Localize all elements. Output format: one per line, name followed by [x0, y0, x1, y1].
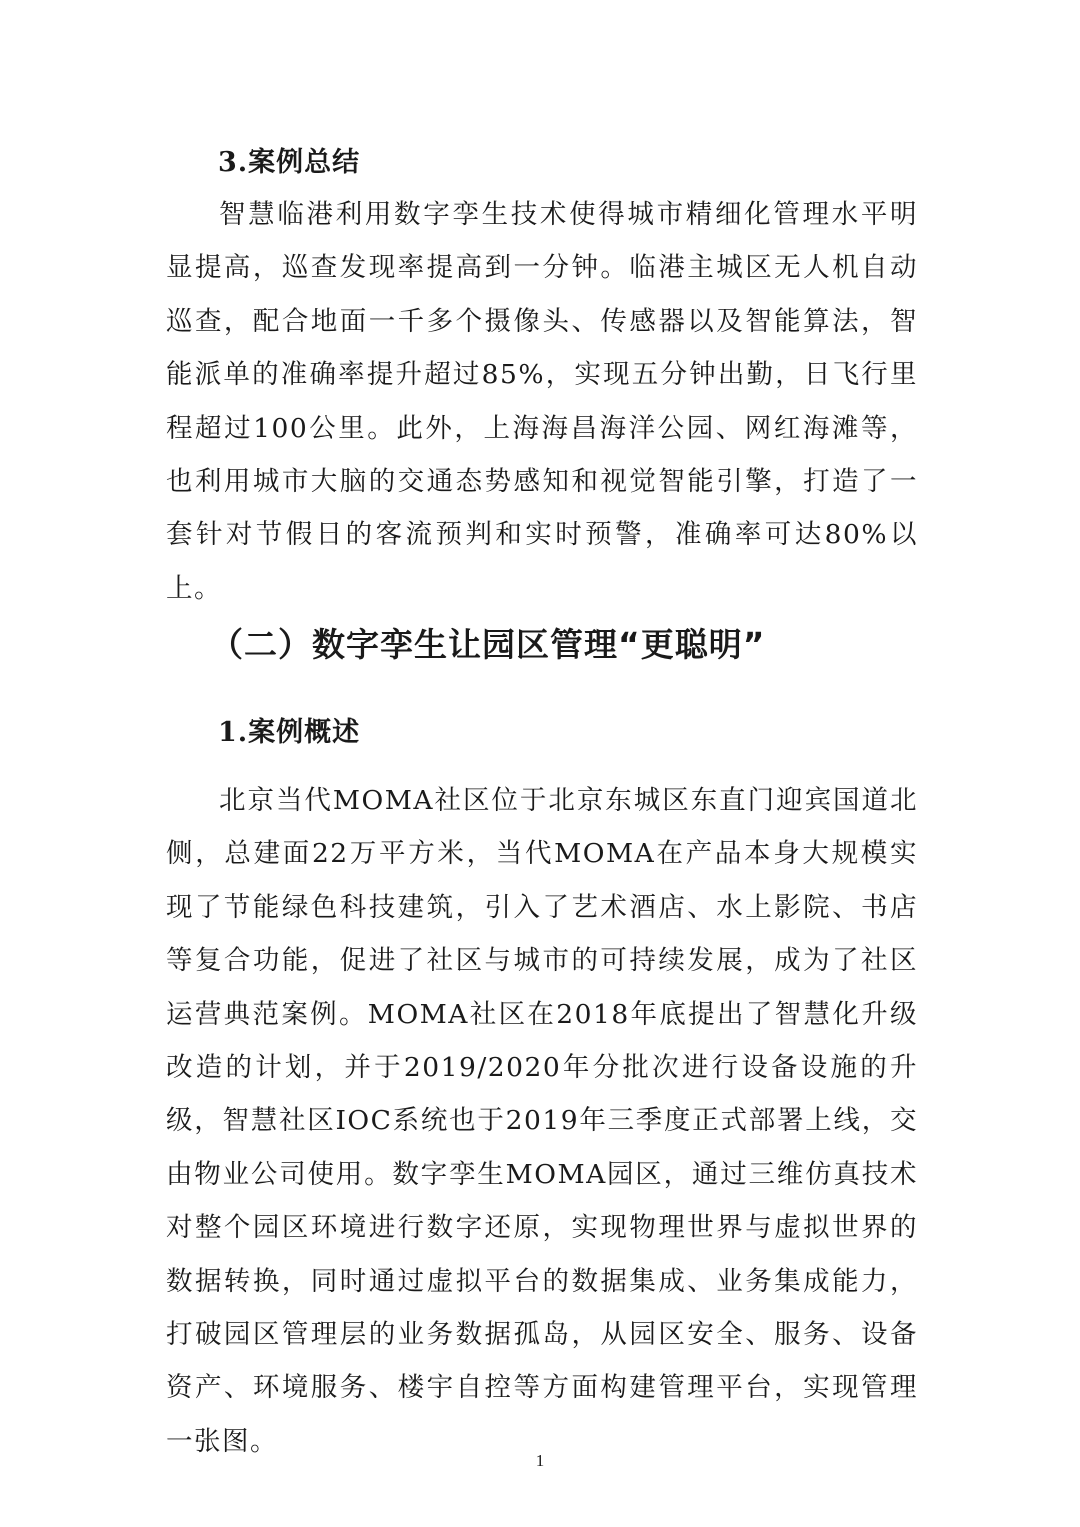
section-heading-case-overview: 1.案例概述 — [218, 717, 361, 748]
chapter-heading-park-management: （二）数字孪生让园区管理“更聪明” — [210, 625, 766, 664]
page-number: 1 — [535, 1451, 545, 1470]
paragraph-case-summary: 智慧临港利用数字孪生技术使得城市精细化管理水平明显提高，巡查发现率提高到一分钟。临港主城区无人机自动巡查，配合地面一千多个摄像头、传感器以及智能算法，智能派单的准确率提升超过85%，实现五分钟出勤，日飞行里程超过100公里。此外，上海海昌海洋公园、网红海滩等，也利用城市大脑的交通态势感知和视觉智能引擎，打造了一套针对节假日的客流预判和实时预警，准确率可达80%以上。 — [166, 199, 918, 604]
section-heading-case-summary: 3.案例总结 — [218, 147, 361, 178]
paragraph-case-overview: 北京当代MOMA社区位于北京东城区东直门迎宾国道北侧，总建面22万平方米，当代MOMA在产品本身大规模实现了节能绿色科技建筑，引入了艺术酒店、水上影院、书店等复合功能，促进了社区与城市的可持续发展，成为了社区运营典范案例。MOMA社区在2018年底提出了智慧化升级改造的计划，并于2019/2020年分批次进行设备设施的升级，智慧社区IOC系统也于2019年三季度正式部署上线，交由物业公司使用。数字孪生MOMA园区，通过三维仿真技术对整个园区环境进行数字还原，实现物理世界与虚拟世界的数据转换，同时通过虚拟平台的数据集成、业务集成能力，打破园区管理层的业务数据孤岛，从园区安全、服务、设备资产、环境服务、楼宇自控等方面构建管理平台，实现管理一张图。 — [166, 785, 918, 1457]
